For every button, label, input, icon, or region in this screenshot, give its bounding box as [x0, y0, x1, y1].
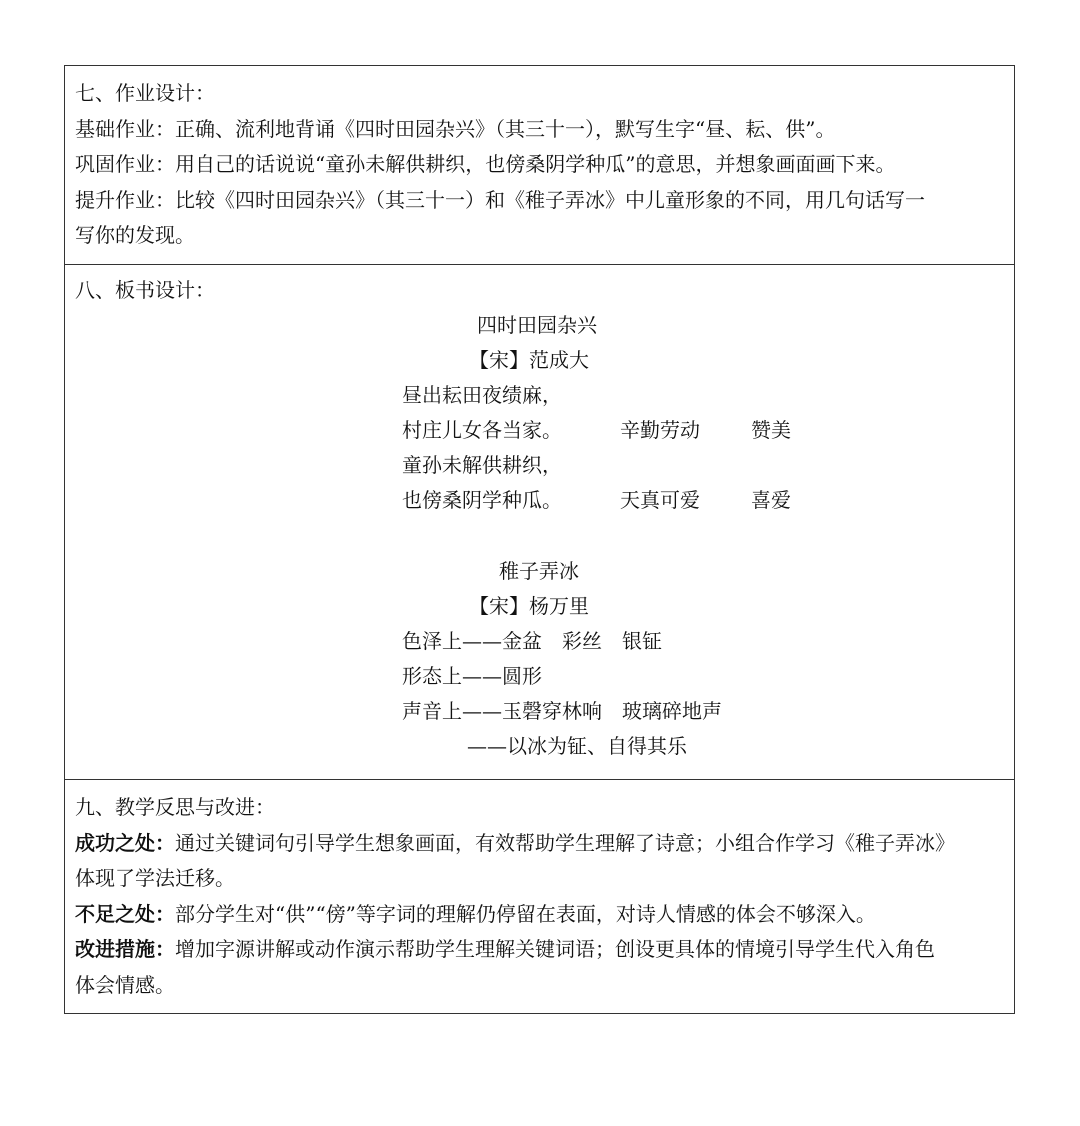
poem1-author: 【宋】范成大 [469, 348, 589, 372]
reflection-heading: 九、教学反思与改进： [75, 795, 275, 819]
homework-section [65, 66, 1014, 265]
homework-basic: 基础作业：正确、流利地背诵《四时田园杂兴》（其三十一），默写生字“昼、耘、供”。 [75, 116, 836, 141]
poem1-note-right: 喜爱 [751, 488, 791, 512]
reflection-success-line2: 体现了学法迁移。 [75, 866, 235, 890]
poem1-line: 昼出耘田夜绩麻， [402, 383, 562, 407]
poem1-line: 童孙未解供耕织， [402, 453, 562, 477]
poem1-title: 四时田园杂兴 [477, 313, 597, 337]
poem2-line: 形态上——圆形 [402, 664, 542, 688]
poem1-line: 也傍桑阴学种瓜。 [402, 488, 562, 512]
poem1-note-left: 天真可爱 [620, 488, 700, 512]
success-text: 通过关键词句引导学生想象画面，有效帮助学生理解了诗意；小组合作学习《稚子弄冰》 [175, 830, 955, 855]
reflection-improve [75, 932, 1006, 968]
board-heading: 八、板书设计： [75, 278, 215, 302]
homework-advanced-line2: 写你的发现。 [75, 223, 195, 247]
success-label: 成功之处： [75, 830, 175, 855]
homework-heading: 七、作业设计： [75, 81, 215, 105]
homework-advanced-line1: 提升作业：比较《四时田园杂兴》（其三十一）和《稚子弄冰》中儿童形象的不同，用几句话写一 [75, 187, 925, 212]
homework-consolidate: 巩固作业：用自己的话说说“童孙未解供耕织，也傍桑阴学种瓜”的意思，并想象画面画下来。 [75, 152, 896, 176]
poem1-line: 村庄儿女各当家。 [402, 418, 562, 442]
shortfall-text: 部分学生对“供”“傍”等字词的理解仍停留在表面，对诗人情感的体会不够深入。 [175, 901, 876, 926]
poem2-line: 色泽上——金盆 彩丝 银钲 [402, 629, 662, 653]
improve-label: 改进措施： [75, 937, 175, 961]
reflection-section [65, 780, 1014, 1013]
reflection-success [75, 826, 1006, 862]
reflection-improve-line2: 体会情感。 [75, 972, 175, 997]
poem1-note-left: 辛勤劳动 [620, 418, 700, 442]
board-layout [65, 265, 1014, 779]
improve-text: 增加字源讲解或动作演示帮助学生理解关键词语；创设更具体的情境引导学生代入角色 [175, 937, 935, 961]
poem1-note-right: 赞美 [751, 418, 791, 442]
poem2-summary: ——以冰为钲、自得其乐 [467, 734, 687, 758]
poem2-line: 声音上——玉磬穿林响 玻璃碎地声 [402, 699, 722, 723]
poem2-title: 稚子弄冰 [499, 559, 579, 583]
poem2-author: 【宋】杨万里 [469, 594, 589, 618]
reflection-shortfall [75, 897, 1006, 933]
lesson-plan-table [64, 65, 1015, 1014]
board-section [65, 265, 1014, 780]
shortfall-label: 不足之处： [75, 901, 175, 926]
